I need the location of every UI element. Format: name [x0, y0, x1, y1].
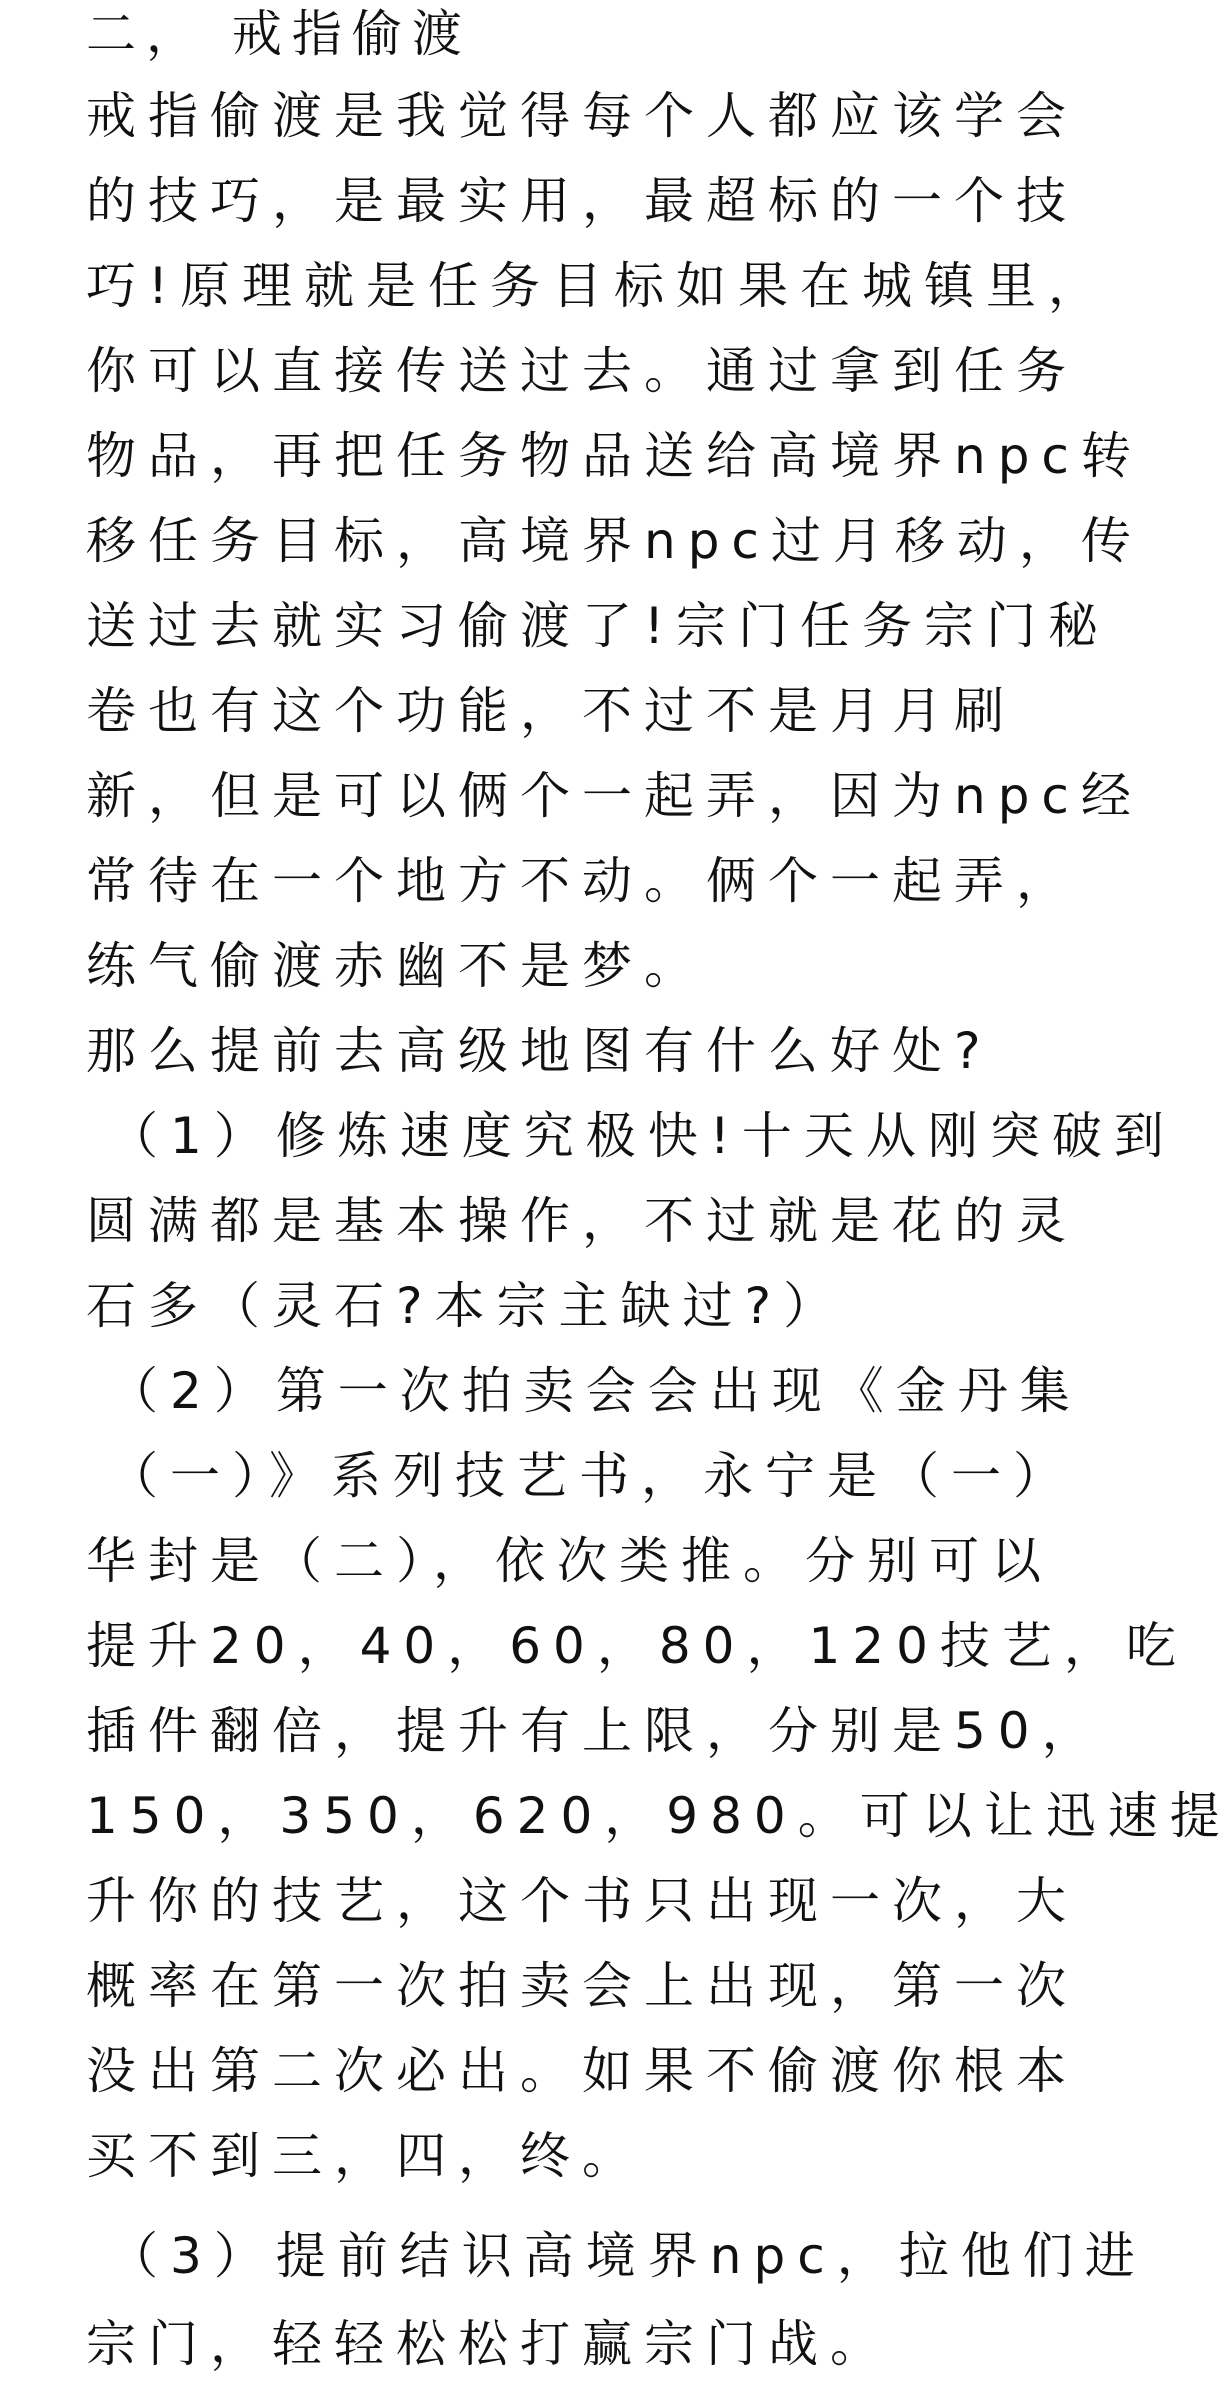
- text-line: 物品，再把任务物品送给高境界npc转: [86, 427, 1143, 485]
- text-line: 新，但是可以俩个一起弄，因为npc经: [86, 767, 1143, 825]
- text-line: 练气偷渡赤幽不是梦。: [86, 937, 706, 995]
- list-item-2: （2）第一次拍卖会会出现《金丹集: [108, 1362, 1082, 1420]
- text-line: 宗门，轻轻松松打赢宗门战。: [86, 2315, 892, 2373]
- list-item-1: （1）修炼速度究极快!十天从刚突破到: [108, 1107, 1176, 1165]
- text-line: 插件翻倍，提升有上限，分别是50，: [86, 1702, 1104, 1760]
- section-heading: 二， 戒指偷渡: [86, 5, 472, 63]
- text-line: （一）》系列技艺书，永宁是（一）: [108, 1447, 1075, 1505]
- text-line: 概率在第一次拍卖会上出现，第一次: [86, 1957, 1078, 2015]
- text-line: 送过去就实习偷渡了!宗门任务宗门秘: [86, 597, 1111, 655]
- text-line: 华封是（二），依次类推。分别可以: [86, 1532, 1053, 1590]
- text-line: 戒指偷渡是我觉得每个人都应该学会: [86, 87, 1078, 145]
- text-line: 卷也有这个功能，不过不是月月刷: [86, 682, 1016, 740]
- text-line: 150，350，620，980。可以让迅速提: [86, 1787, 1232, 1845]
- text-line: 买不到三，四，终。: [86, 2127, 644, 2185]
- text-line: 升你的技艺，这个书只出现一次，大: [86, 1872, 1078, 1930]
- text-line: 常待在一个地方不动。俩个一起弄，: [86, 852, 1078, 910]
- text-line: 的技巧，是最实用，最超标的一个技: [86, 172, 1078, 230]
- text-line: 移任务目标，高境界npc过月移动，传: [86, 512, 1143, 570]
- text-line: 你可以直接传送过去。通过拿到任务: [86, 342, 1078, 400]
- question-line: 那么提前去高级地图有什么好处?: [86, 1022, 993, 1080]
- text-line: 石多（灵石?本宗主缺过?）: [86, 1277, 846, 1335]
- text-line: 圆满都是基本操作，不过就是花的灵: [86, 1192, 1078, 1250]
- text-line: 巧!原理就是任务目标如果在城镇里，: [86, 257, 1111, 315]
- text-line: 提升20，40，60，80，120技艺，吃: [86, 1617, 1188, 1675]
- text-line: 没出第二次必出。如果不偷渡你根本: [86, 2042, 1078, 2100]
- list-item-3: （3）提前结识高境界npc，拉他们进: [108, 2227, 1147, 2285]
